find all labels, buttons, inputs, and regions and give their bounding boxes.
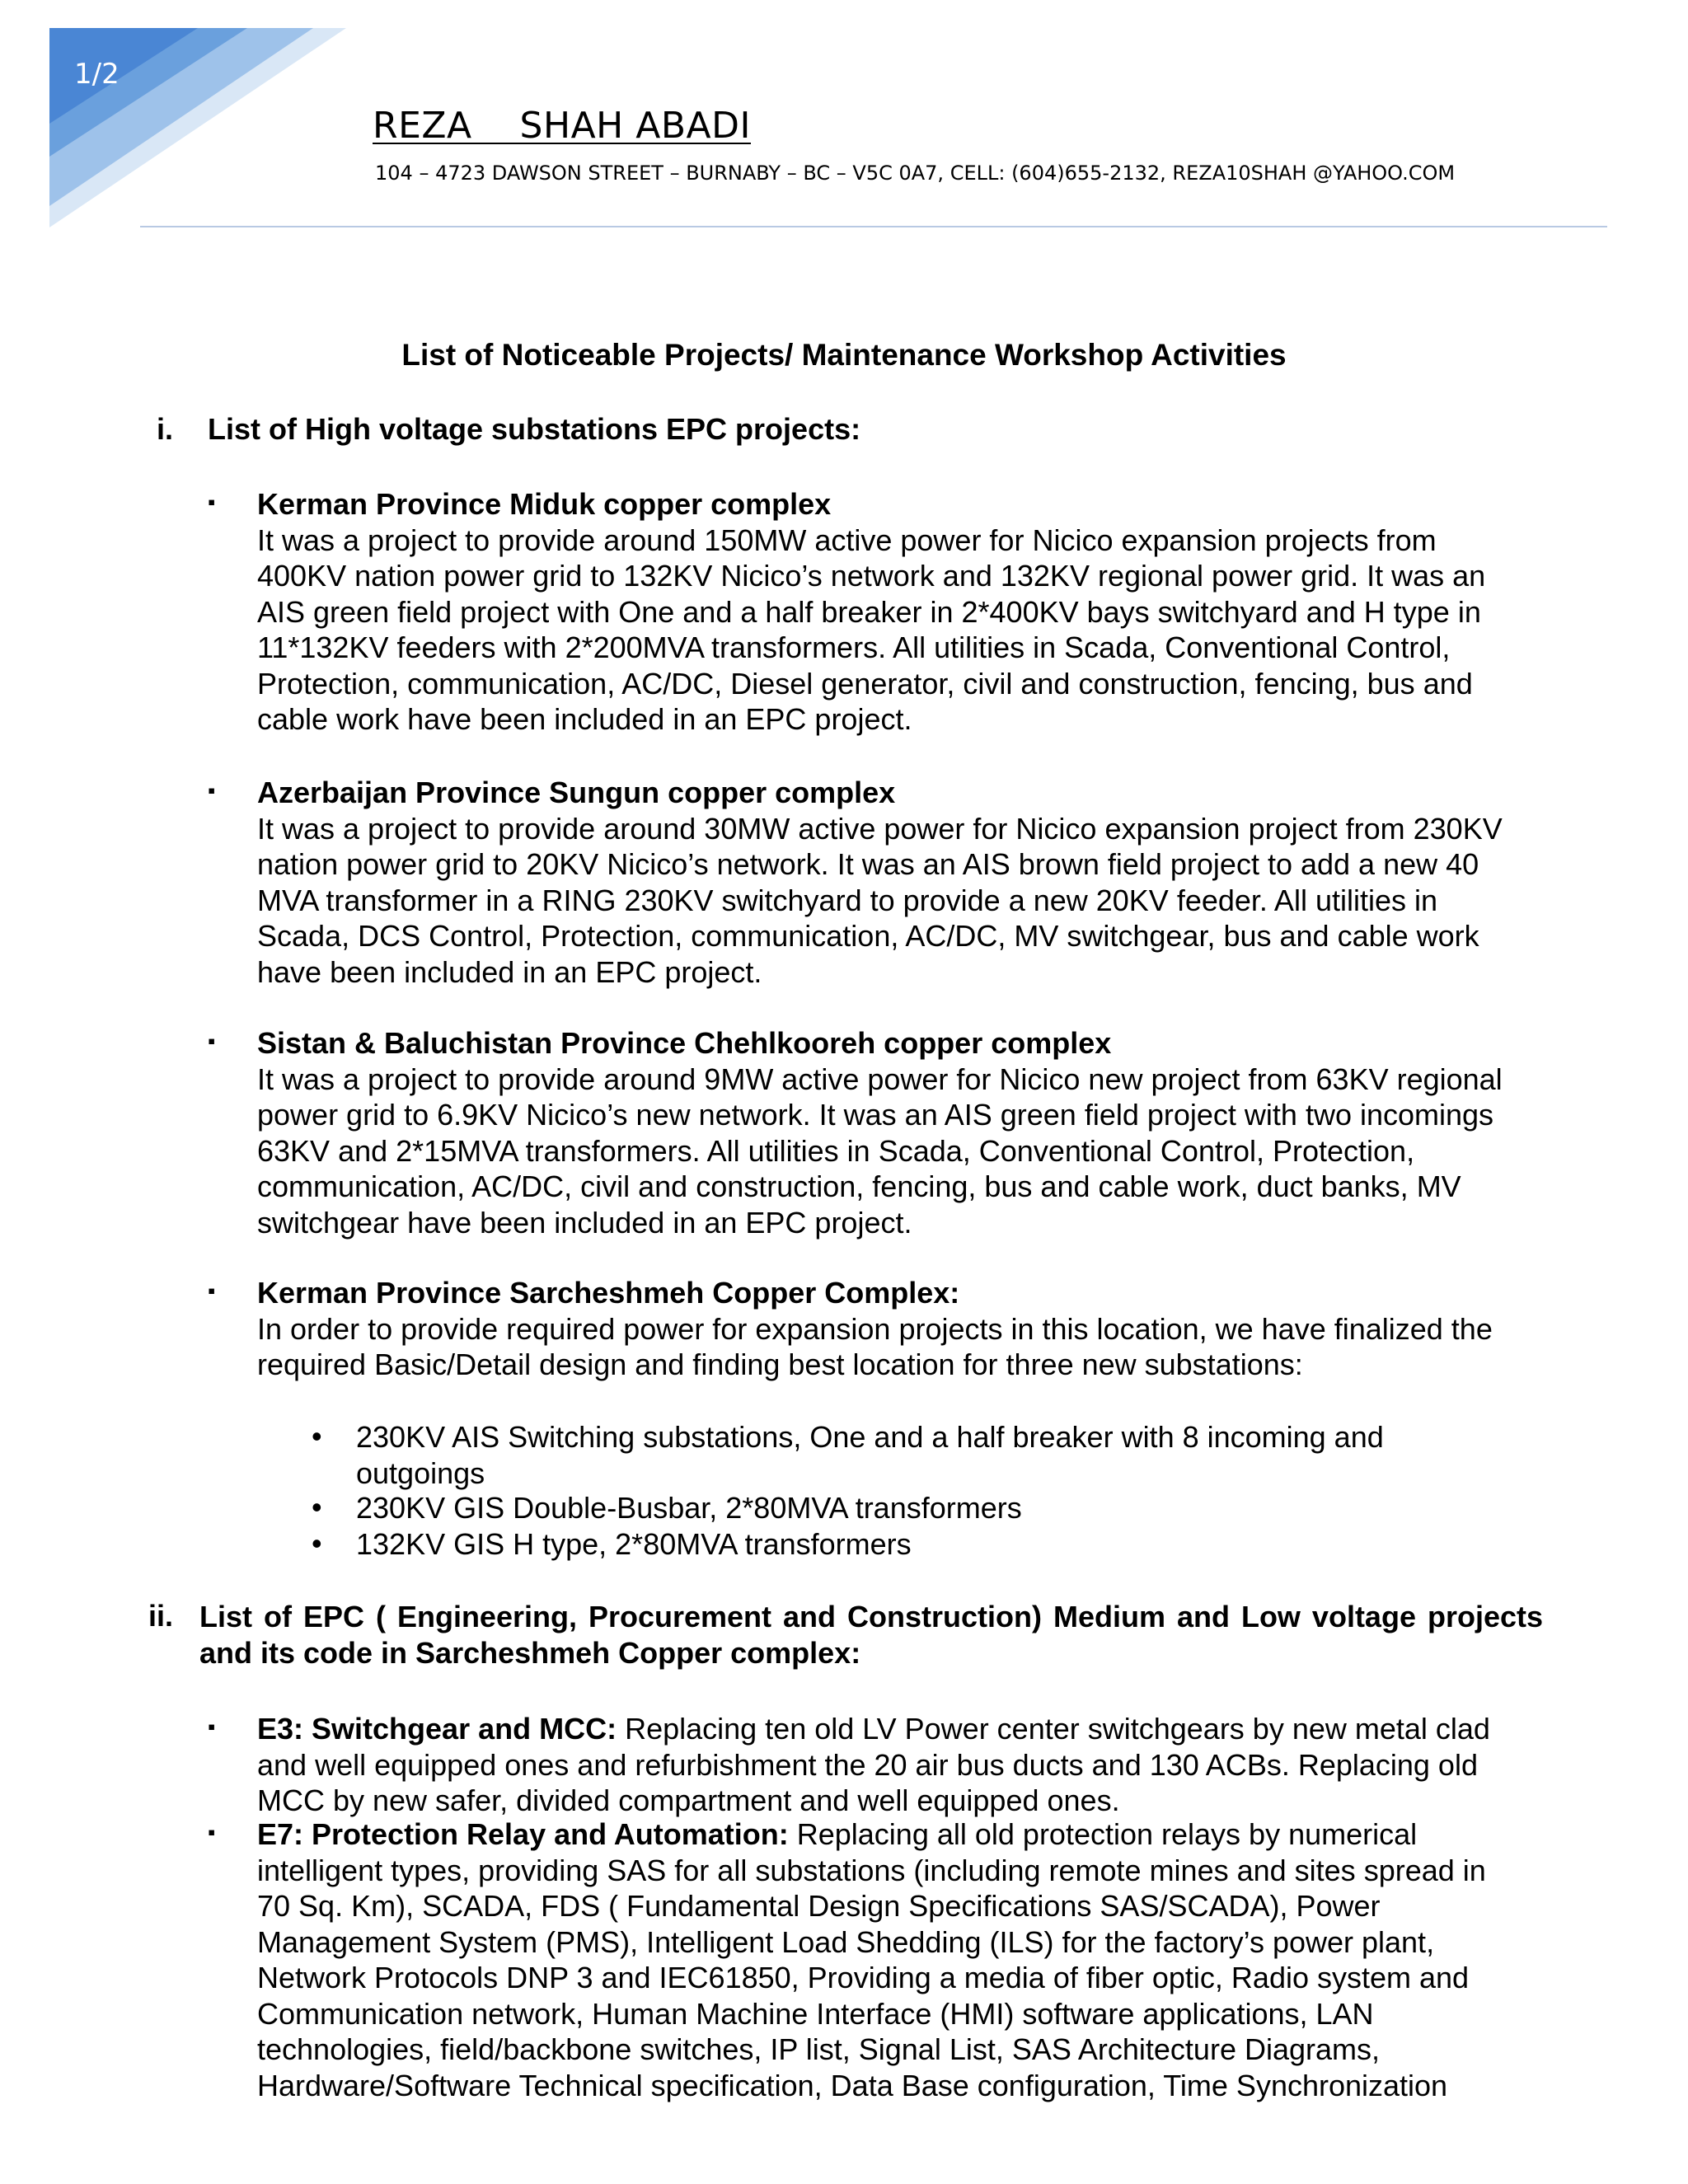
sub-bullet: • — [312, 1419, 322, 1453]
project-heading: Kerman Province Sarcheshmeh Copper Complex: — [257, 1276, 960, 1310]
bullet-marker: ▪ — [208, 1278, 216, 1303]
project-sarcheshmeh — [257, 1275, 1510, 1383]
bullet-marker: ▪ — [208, 778, 216, 803]
project-heading: Azerbaijan Province Sungun copper complex — [257, 776, 896, 809]
project-heading: Kerman Province Miduk copper complex — [257, 487, 832, 521]
sub-item: 230KV AIS Switching substations, One and a half breaker with 8 incoming and outgoings — [356, 1420, 1384, 1490]
section-i-title: List of High voltage substations EPC projects: — [208, 412, 861, 446]
sub-bullet: • — [312, 1490, 322, 1524]
section-ii-number: ii. — [148, 1599, 174, 1633]
item-e3 — [257, 1711, 1510, 1819]
sub-bullet: • — [312, 1526, 322, 1560]
header-divider — [140, 226, 1607, 227]
bullet-marker: ▪ — [208, 1820, 216, 1844]
document-title: List of Noticeable Projects/ Maintenance Workshop Activities — [401, 338, 1287, 372]
bullet-marker: ▪ — [208, 490, 216, 514]
sub-item: 230KV GIS Double-Busbar, 2*80MVA transformers — [356, 1491, 1022, 1525]
item-body: Replacing all old protection relays by numerical intelligent types, providing SAS for all substations (including remote mines and sites spread in 70 Sq. Km), SCADA, FDS ( Fundamental Design Specifications SAS/SCADA), Power Management System (PMS), Intelligent Load Shedding (ILS) for the factory’s power plant, Network Protocols DNP 3 and IEC61850, Providing a media of fiber optic, Radio system and Communication network, Human Machine Interface (HMI) software applications, LAN technologies, field/backbone switches, IP list, Signal List, SAS Architecture Diagrams, Hardware/Software Technical specification, Data Base configuration, Time Synchronization — [257, 1817, 1486, 2102]
project-heading: Sistan & Baluchistan Province Chehlkooreh copper complex — [257, 1026, 1112, 1060]
project-body: It was a project to provide around 150MW active power for Nicico expansion projects from 400KV nation power grid to 132KV Nicico’s network and 132KV regional power grid. It was an AIS green field project with One and a half breaker in 2*400KV bays switchyard and H type in 11*132KV feeders with 2*200MVA transformers. All utilities in Scada, Conventional Control, Protection, communication, AC/DC, Diesel generator, civil and construction, fencing, bus and cable work have been included in an EPC project. — [257, 523, 1486, 736]
sub-item: 132KV GIS H type, 2*80MVA transformers — [356, 1527, 912, 1561]
project-body: In order to provide required power for expansion projects in this location, we have finalized the required Basic/Detail design and finding best location for three new substations: — [257, 1311, 1493, 1381]
item-e7 — [257, 1816, 1510, 2103]
page-number: 1/2 — [74, 58, 120, 91]
item-heading: E3: Switchgear and MCC: — [257, 1712, 617, 1746]
project-miduk — [257, 486, 1510, 738]
project-sungun — [257, 775, 1510, 990]
section-i-number: i. — [157, 412, 174, 446]
project-chehlkooreh — [257, 1025, 1510, 1240]
resume-name: REZA SHAH ABADI — [373, 105, 751, 147]
item-heading: E7: Protection Relay and Automation: — [257, 1817, 789, 1851]
section-ii-title: List of EPC ( Engineering, Procurement and Construction) Medium and Low voltage projects and its code in Sarcheshmeh Copper complex: — [199, 1600, 1543, 1670]
bullet-marker: ▪ — [208, 1714, 216, 1739]
corner-decoration — [0, 0, 363, 239]
project-body: It was a project to provide around 9MW active power for Nicico new project from 63KV regional power grid to 6.9KV Nicico’s new network. It was an AIS green field project with two incomings 63KV and 2*15MVA transformers. All utilities in Scada, Conventional Control, Protection, communication, AC/DC, civil and construction, fencing, bus and cable work, duct banks, MV switchgear have been included in an EPC project. — [257, 1062, 1503, 1240]
item-body: Replacing ten old LV Power center switchgears by new metal clad and well equipped ones and refurbishment the 20 air bus ducts and 130 ACBs. Replacing old MCC by new safer, divided compartment and well equipped ones. — [257, 1712, 1490, 1817]
contact-info: 104 – 4723 DAWSON STREET – BURNABY – BC – V5C 0A7, CELL: (604)655-2132, REZA10SHAH @YAHOO.COM — [375, 162, 1456, 185]
bullet-marker: ▪ — [208, 1029, 216, 1053]
project-body: It was a project to provide around 30MW active power for Nicico expansion project from 230KV nation power grid to 20KV Nicico’s network. It was an AIS brown field project to add a new 40 MVA transformer in a RING 230KV switchyard to provide a new 20KV feeder. All utilities in Scada, DCS Control, Protection, communication, AC/DC, MV switchgear, bus and cable work have been included in an EPC project. — [257, 811, 1503, 989]
